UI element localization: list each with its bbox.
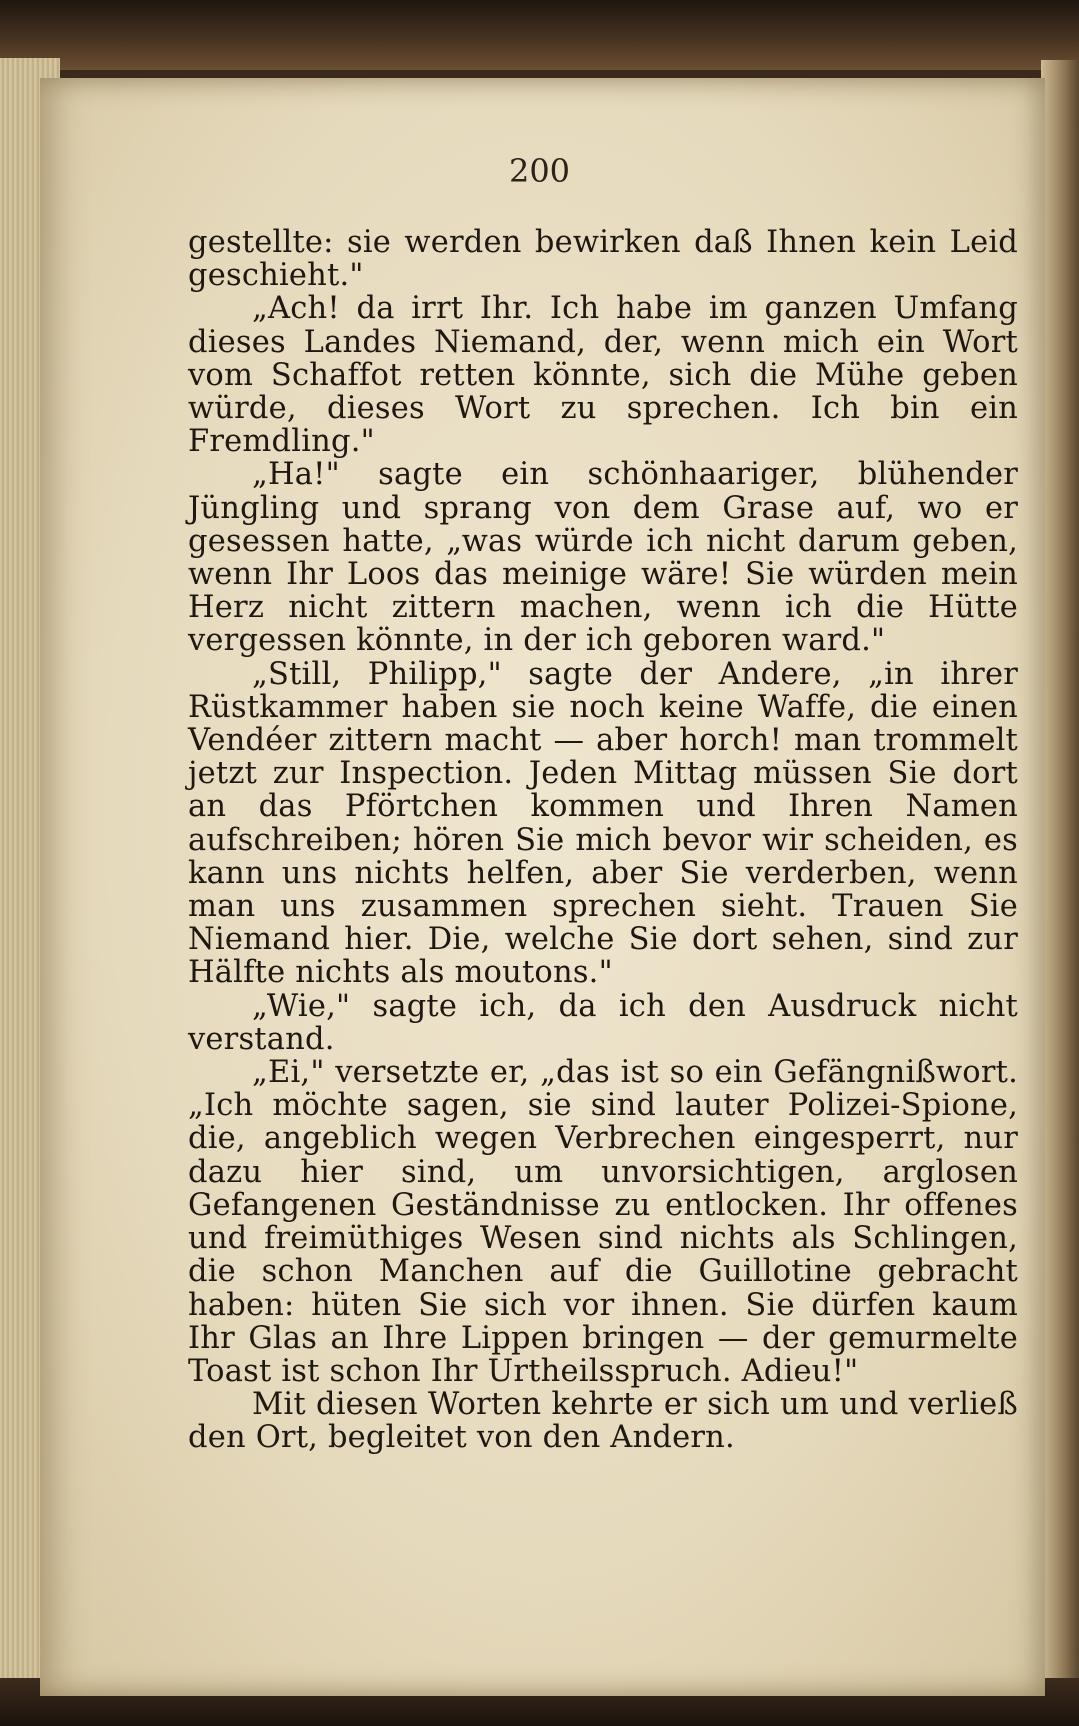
page-number: 200 [508, 152, 571, 190]
paragraph: Mit diesen Worten kehrte er sich um und verließ den Ort, begleitet von den Andern. [188, 1387, 1018, 1456]
paragraph: „Ei," versetzte er, „das ist so ein Gefängnißwort. „Ich möchte sagen, sie sind lauter Polizei-Spione, die, angeblich wegen Verbrechen eingesperrt, nur dazu hier sind, um unvorsichtigen, arglosen Gefangenen Geständnisse zu entlocken. Ihr offenes und freimüthiges Wesen sind nichts als Schlingen, die schon Manchen auf die Guillotine gebracht haben: hüten Sie sich vor ihnen. Sie dürfen kaum Ihr Glas an Ihre Lippen bringen — der gemurmelte Toast ist schon Ihr Urtheilsspruch. Adieu!" [188, 1055, 1018, 1389]
page-body-text [188, 226, 1018, 1455]
paragraph: „Wie," sagte ich, da ich den Ausdruck nicht verstand. [188, 988, 1018, 1057]
paragraph: „Ach! da irrt Ihr. Ich habe im ganzen Umfang dieses Landes Niemand, der, wenn mich ein Wort vom Schaffot retten könnte, sich die Mühe geben würde, dieses Wort zu sprechen. Ich bin ein Fremdling." [188, 291, 1018, 460]
paragraph-continuation: gestellte: sie werden bewirken daß Ihnen kein Leid geschieht." [188, 225, 1018, 294]
paragraph: „Ha!" sagte ein schönhaariger, blühender Jüngling und sprang von dem Grase auf, wo er gesessen hatte, „was würde ich nicht darum geben, wenn Ihr Loos das meinige wäre! Sie würden mein Herz nicht zittern machen, wenn ich die Hütte vergessen könnte, in der ich geboren ward." [188, 457, 1018, 659]
page-edge-right [1041, 60, 1079, 1682]
book-cover-top [0, 0, 1079, 70]
paragraph: „Still, Philipp," sagte der Andere, „in ihrer Rüstkammer haben sie noch keine Waffe, die einen Vendéer zittern macht — aber horch! man trommelt jetzt zur Inspection. Jeden Mittag müssen Sie dort an das Pförtchen kommen und Ihren Namen aufschreiben; hören Sie mich bevor wir scheiden, es kann uns nichts helfen, aber Sie verderben, wenn man uns zusammen sprechen sieht. Trauen Sie Niemand hier. Die, welche Sie dort sehen, sind zur Hälfte nichts als moutons." [188, 656, 1018, 991]
